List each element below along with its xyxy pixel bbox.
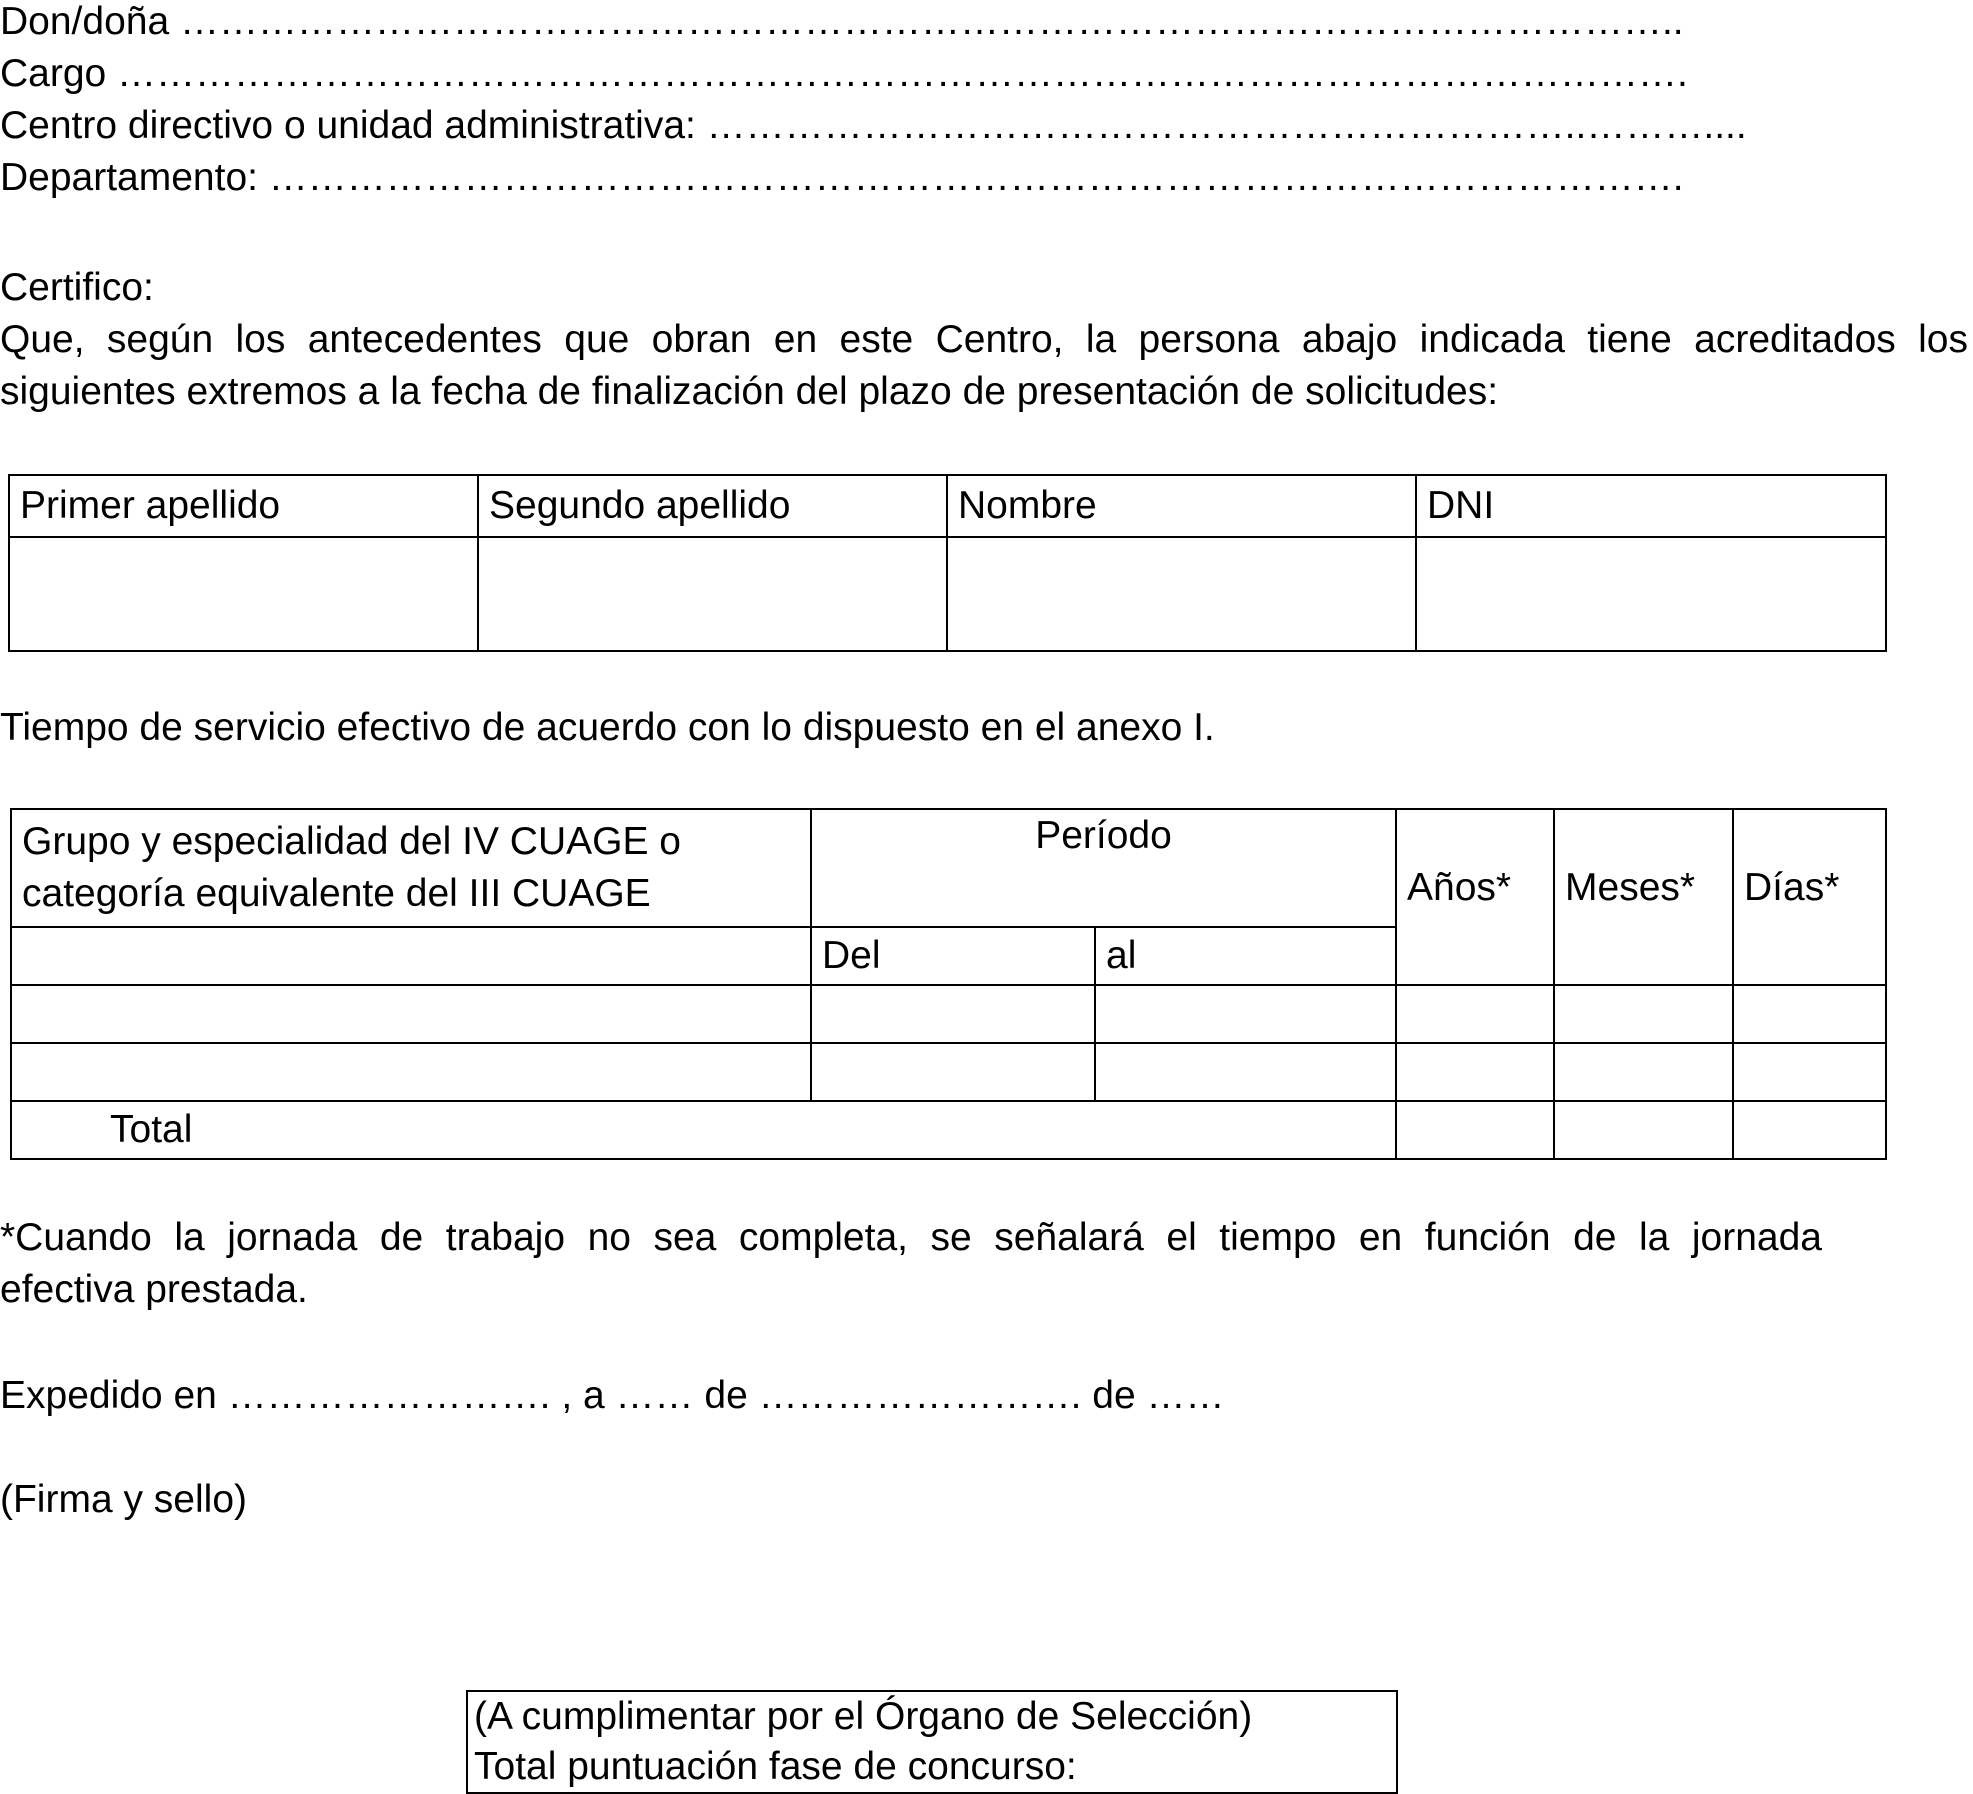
al-header: al	[1095, 927, 1396, 985]
meses-header: Meses*	[1554, 809, 1733, 985]
del-cell[interactable]	[811, 1043, 1095, 1101]
anos-cell[interactable]	[1396, 985, 1554, 1043]
del-cell[interactable]	[811, 985, 1095, 1043]
meses-cell[interactable]	[1554, 1043, 1733, 1101]
meses-cell[interactable]	[1554, 985, 1733, 1043]
dias-header: Días*	[1733, 809, 1886, 985]
organo-box-line1: (A cumplimentar por el Órgano de Selección)	[474, 1695, 1253, 1738]
header-nombre: Nombre	[947, 475, 1416, 537]
primer-apellido-cell[interactable]	[9, 537, 478, 651]
service-table	[10, 808, 1887, 1160]
grupo-cell[interactable]	[11, 1043, 811, 1101]
grupo-especialidad-header	[11, 809, 811, 927]
nombre-cell[interactable]	[947, 537, 1416, 651]
total-row	[11, 1101, 1886, 1159]
grupo-cell[interactable]	[11, 985, 811, 1043]
person-table	[8, 474, 1887, 652]
anos-cell[interactable]	[1396, 1043, 1554, 1101]
footnote-line1: *Cuando la jornada de trabajo no sea completa, se señalará el tiempo en función de la jornada	[0, 1216, 1822, 1259]
person-table-entry-row	[9, 537, 1886, 651]
dni-cell[interactable]	[1416, 537, 1886, 651]
service-row	[11, 1043, 1886, 1101]
cargo-line: Cargo ………………………………………………………………………………………………………….	[0, 52, 1688, 95]
header-segundo-apellido: Segundo apellido	[478, 475, 947, 537]
total-anos-cell[interactable]	[1396, 1101, 1554, 1159]
del-header: Del	[811, 927, 1095, 985]
firma-sello: (Firma y sello)	[0, 1478, 248, 1521]
person-table-header-row	[9, 475, 1886, 537]
organo-box-line2: Total puntuación fase de concurso:	[474, 1745, 1077, 1788]
grupo-header-line1: Grupo y especialidad del IV CUAGE o	[22, 820, 682, 863]
header-primer-apellido: Primer apellido	[9, 475, 478, 537]
grupo-subheader-empty	[11, 927, 811, 985]
service-header-row	[11, 809, 1886, 927]
al-cell[interactable]	[1095, 985, 1396, 1043]
grupo-header-line2: categoría equivalente del III CUAGE	[22, 872, 651, 915]
total-dias-cell[interactable]	[1733, 1101, 1886, 1159]
segundo-apellido-cell[interactable]	[478, 537, 947, 651]
total-label: Total	[11, 1101, 1396, 1159]
don-dona-line: Don/doña ……………………………………………………………………………………………………..	[0, 0, 1684, 43]
service-intro: Tiempo de servicio efectivo de acuerdo con lo dispuesto en el anexo I.	[0, 706, 1215, 749]
anos-header: Años*	[1396, 809, 1554, 985]
organo-seleccion-box	[466, 1690, 1398, 1794]
service-row	[11, 985, 1886, 1043]
expedido-line: Expedido en ……………………. , a …… de ……………………. de ……	[0, 1374, 1225, 1417]
certifico-paragraph-line2: siguientes extremos a la fecha de finalización del plazo de presentación de solicitudes:	[0, 370, 1499, 413]
certifico-paragraph-line1: Que, según los antecedentes que obran en este Centro, la persona abajo indicada tiene acreditados los	[0, 318, 1968, 361]
periodo-header: Período	[811, 809, 1396, 927]
total-meses-cell[interactable]	[1554, 1101, 1733, 1159]
footnote-line2: efectiva prestada.	[0, 1268, 308, 1311]
centro-directivo-line: Centro directivo o unidad administrativa: …………………………………………………………..………....	[0, 104, 1747, 147]
dias-cell[interactable]	[1733, 985, 1886, 1043]
certifico-label: Certifico:	[0, 266, 154, 309]
dias-cell[interactable]	[1733, 1043, 1886, 1101]
al-cell[interactable]	[1095, 1043, 1396, 1101]
header-dni: DNI	[1416, 475, 1886, 537]
departamento-line: Departamento: ……………………………………………………………………………………………….	[0, 156, 1684, 199]
